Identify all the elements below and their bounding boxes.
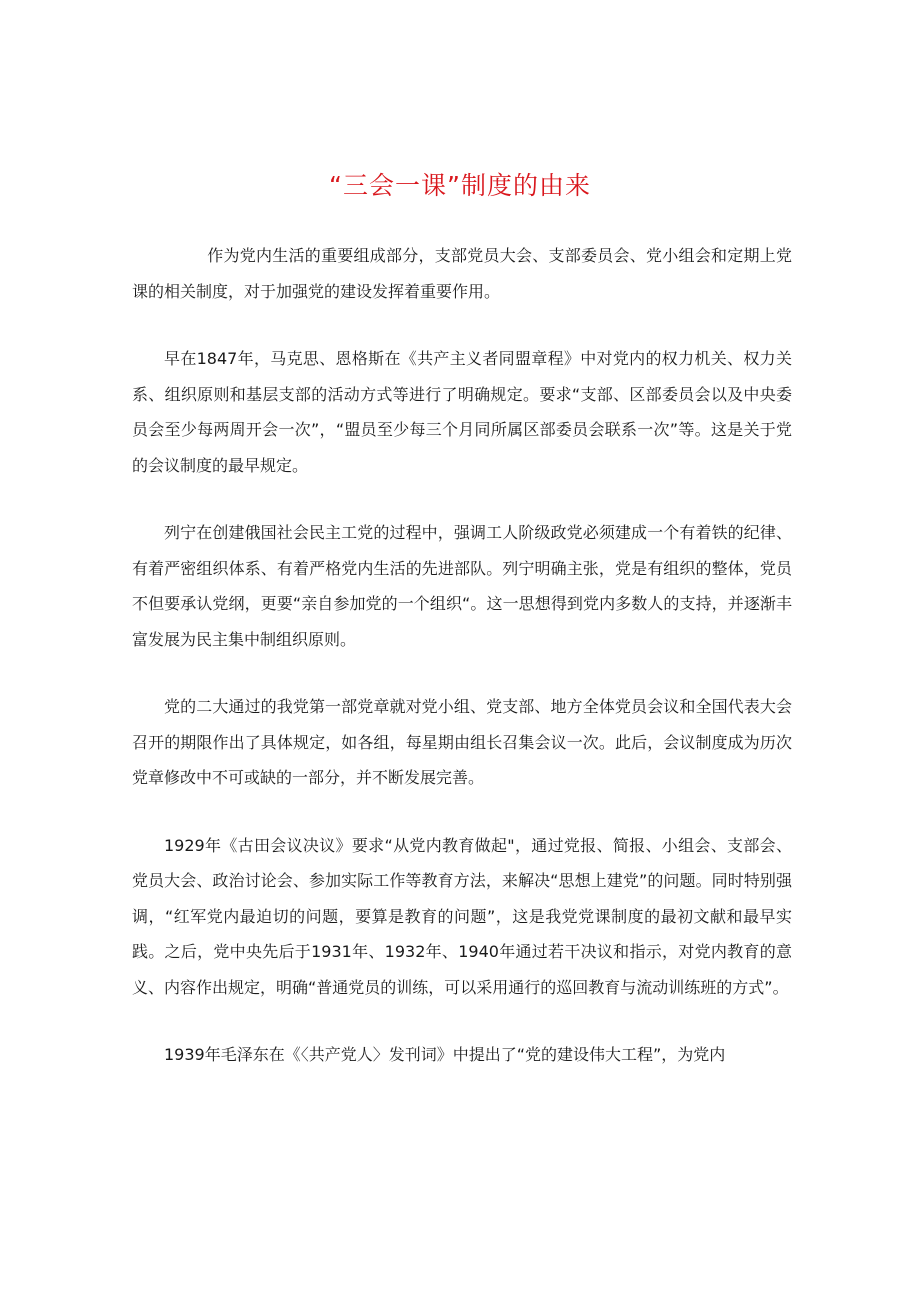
paragraph-lenin: 列宁在创建俄国社会民主工党的过程中，强调工人阶级政党必须建成一个有着铁的纪律、有着严密组织体系、有着严格党内生活的先进部队。列宁明确主张，党是有组织的整体，党员不但要承认党纲，更要“亲自参加党的一个组织“。这一思想得到党内多数人的支持，并逐渐丰富发展为民主集中制组织原则。 [132, 523, 792, 649]
document-body [132, 238, 792, 1105]
paragraph-1847: 早在1847年，马克思、恩格斯在《共产主义者同盟章程》中对党内的权力机关、权力关系、组织原则和基层支部的活动方式等进行了明确规定。要求“支部、区部委员会以及中央委员会至少每两周开会一次”，“盟员至少每三个月同所属区部委员会联系一次”等。这是关于党的会议制度的最早规定。 [132, 349, 792, 475]
paragraph-second-congress: 党的二大通过的我党第一部党章就对党小组、党支部、地方全体党员会议和全国代表大会召开的期限作出了具体规定，如各组，每星期由组长召集会议一次。此后，会议制度成为历次党章修改中不可或缺的一部分，并不断发展完善。 [132, 697, 792, 787]
document-title: “三会一课”制度的由来 [329, 171, 591, 200]
paragraph-1939: 1939年毛泽东在《〈共产党人〉发刊词》中提出了“党的建设伟大工程”，为党内 [164, 1045, 726, 1064]
paragraph-intro: 作为党内生活的重要组成部分，支部党员大会、支部委员会、党小组会和定期上党课的相关制度，对于加强党的建设发挥着重要作用。 [132, 246, 792, 301]
paragraph-gutian: 1929年《古田会议决议》要求“从党内教育做起"，通过党报、简报、小组会、支部会、党员大会、政治讨论会、参加实际工作等教育方法，来解决“思想上建党”的问题。同时特别强调，“红军党内最迫切的问题，要算是教育的问题”，这是我党党课制度的最初文献和最早实践。之后，党中央先后于1931年、1932年、1940年通过若干决议和指示，对党内教育的意义、内容作出规定，明确“普通党员的训练，可以采用通行的巡回教育与流动训练班的方式”。 [132, 835, 792, 997]
